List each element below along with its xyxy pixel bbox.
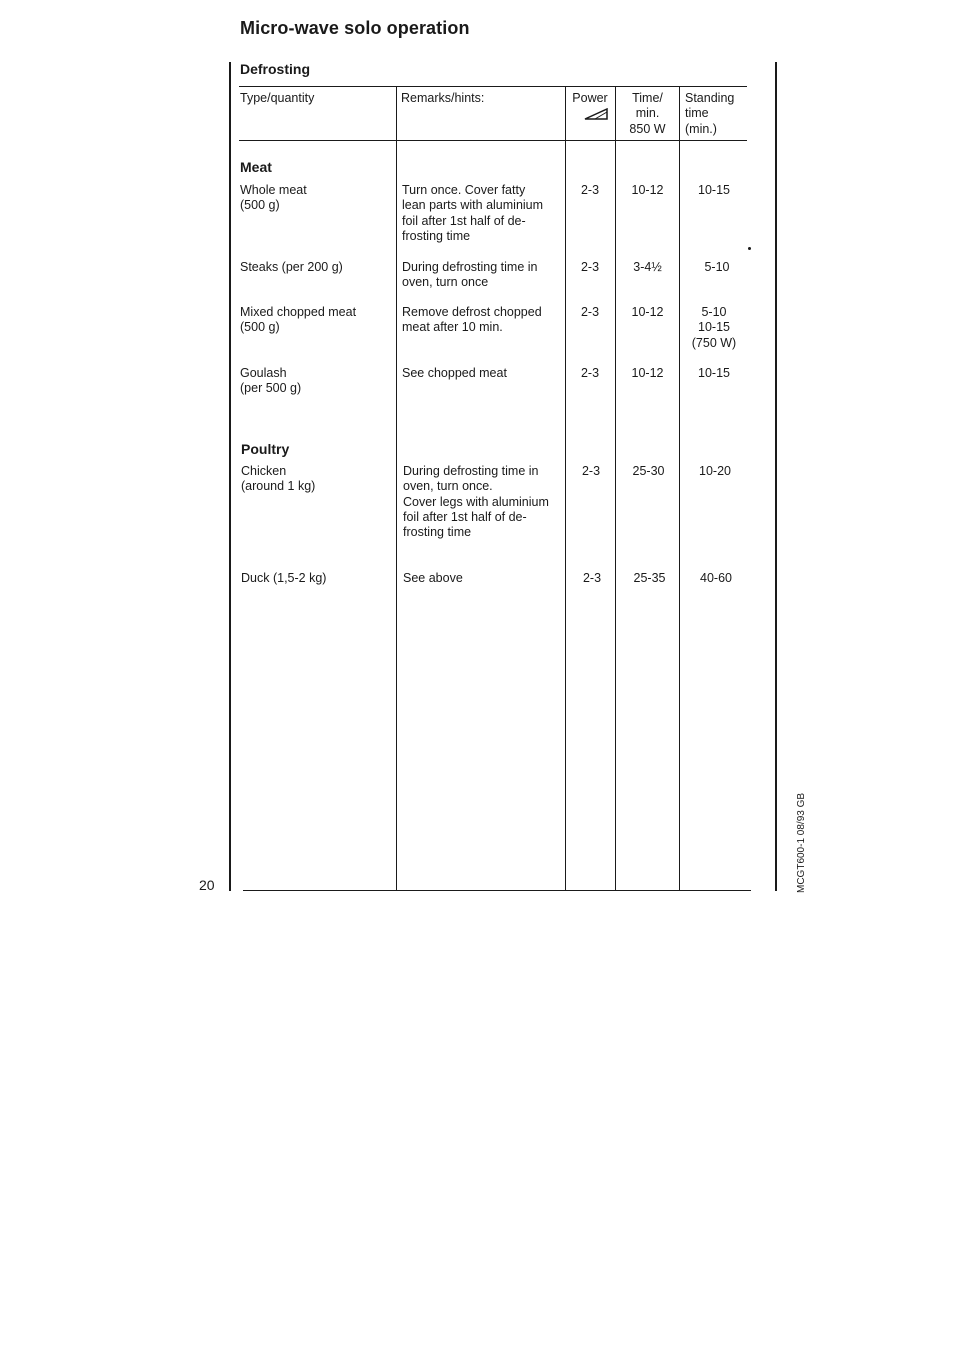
- column-divider-4: [679, 86, 680, 891]
- stray-dot: [748, 247, 751, 250]
- row-type: Steaks (per 200 g): [240, 260, 343, 274]
- row-standing: 10-20: [699, 464, 731, 478]
- row-type: Chicken (around 1 kg): [241, 464, 316, 494]
- header-time: Time/ min. 850 W: [629, 91, 666, 136]
- row-remarks: During defrosting time in oven, turn once. Cover legs with aluminium foil after 1st half of de- frosting time: [403, 464, 549, 540]
- row-standing: 40-60: [700, 571, 732, 585]
- row-type: Goulash (per 500 g): [240, 366, 302, 396]
- row-remarks: See above: [403, 571, 463, 585]
- header-standing: Standing time (min.): [685, 91, 735, 136]
- row-power: 2-3: [581, 464, 601, 478]
- row-type: Whole meat (500 g): [240, 183, 307, 213]
- row-remarks: See chopped meat: [402, 366, 507, 380]
- row-time: 3-4½: [633, 260, 662, 274]
- row-standing: 10-15: [698, 183, 730, 197]
- row-power: 2-3: [580, 260, 600, 274]
- row-remarks: During defrosting time in oven, turn once: [402, 260, 538, 290]
- row-standing: 5-10: [704, 260, 730, 274]
- row-time: 10-12: [631, 183, 664, 197]
- page-title: Micro-wave solo operation: [240, 18, 470, 38]
- row-standing: 5-10 10-15 (750 W): [691, 305, 737, 350]
- row-remarks: Turn once. Cover fatty lean parts with aluminium foil after 1st half of de- frosting time: [402, 183, 544, 243]
- document-reference: MCGT600-1 08/93 GB: [796, 792, 807, 893]
- right-margin-rule: [775, 62, 777, 891]
- row-standing: 10-15: [698, 366, 730, 380]
- column-divider-2: [565, 86, 566, 891]
- row-time: 10-12: [631, 366, 664, 380]
- row-time: 10-12: [631, 305, 664, 319]
- left-margin-rule: [229, 62, 231, 891]
- column-divider-3: [615, 86, 616, 891]
- row-type: Mixed chopped meat (500 g): [240, 305, 357, 335]
- header-bottom-rule: [239, 140, 747, 141]
- header-remarks: Remarks/hints:: [401, 91, 485, 105]
- row-power: 2-3: [580, 366, 600, 380]
- row-power: 2-3: [580, 183, 600, 197]
- row-remarks: Remove defrost chopped meat after 10 min.: [402, 305, 542, 335]
- category-meat: Meat: [240, 159, 272, 175]
- column-divider-1: [396, 86, 397, 891]
- header-power: Power: [572, 91, 608, 105]
- header-top-rule: [239, 86, 747, 87]
- power-wedge-icon: [584, 108, 608, 120]
- row-time: 25-35: [633, 571, 666, 585]
- category-poultry: Poultry: [241, 441, 290, 457]
- row-time: 25-30: [632, 464, 665, 478]
- page-number: 20: [199, 877, 215, 893]
- row-power: 2-3: [580, 305, 600, 319]
- header-type: Type/quantity: [240, 91, 315, 105]
- row-type: Duck (1,5-2 kg): [241, 571, 327, 585]
- row-power: 2-3: [582, 571, 602, 585]
- table-bottom-rule: [243, 890, 751, 891]
- section-title: Defrosting: [240, 61, 310, 77]
